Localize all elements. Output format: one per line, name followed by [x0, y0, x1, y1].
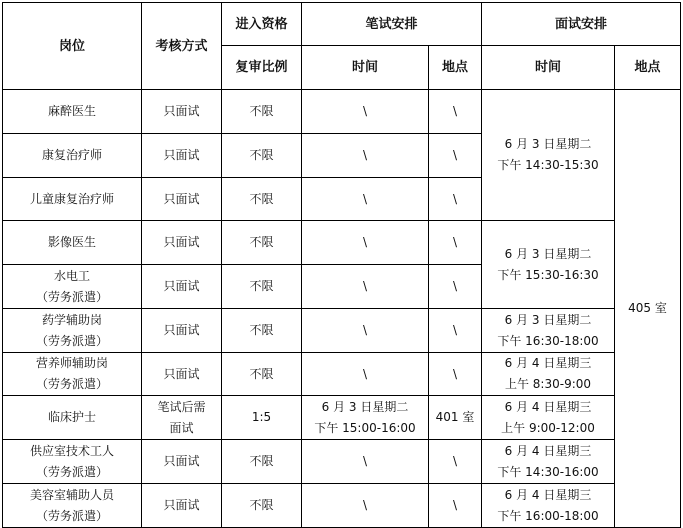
method-cell	[142, 484, 222, 528]
table-body	[3, 90, 681, 528]
position-cell-line: （劳务派遣）	[35, 377, 108, 391]
header-ratio-line1: 进入资格	[222, 3, 302, 46]
written-time-cell	[302, 265, 429, 309]
written-time-cell-line: \	[362, 148, 368, 162]
ratio-cell: 不限	[222, 484, 302, 528]
ratio-cell: 不限	[222, 265, 302, 309]
position-cell	[3, 353, 142, 396]
method-cell	[142, 90, 222, 134]
method-cell-line: 面试	[169, 420, 194, 435]
position-cell	[3, 134, 142, 178]
written-time-cell-line: \	[362, 323, 368, 337]
header-written-place: 地点	[429, 46, 482, 90]
method-cell-line: 只面试	[163, 191, 200, 206]
position-cell-line: （劳务派遣）	[35, 333, 108, 348]
header-interview-time: 时间	[482, 46, 615, 90]
written-time-cell	[302, 484, 429, 528]
position-cell-line: 麻醉医生	[47, 104, 96, 118]
written-time-cell-line: \	[362, 191, 368, 206]
interview-time-cell	[482, 440, 615, 484]
interview-time-cell	[482, 484, 615, 528]
interview-time-cell-line: 6 月 3 日星期二	[504, 137, 592, 151]
header-interview: 面试安排	[482, 3, 681, 46]
interview-time-cell-line: 上午 8:30-9:00	[504, 377, 592, 391]
position-cell-line: 供应室技术工人	[29, 443, 114, 458]
method-cell	[142, 353, 222, 396]
ratio-cell: 不限	[222, 440, 302, 484]
written-time-cell-line: \	[362, 235, 368, 249]
method-cell-line: 只面试	[163, 104, 200, 118]
position-cell-line: 影像医生	[47, 235, 96, 249]
written-time-cell-line: \	[362, 366, 368, 381]
method-cell-line: 只面试	[163, 454, 200, 468]
interview-time-cell-line: 6 月 4 日星期三	[504, 443, 592, 458]
interview-time-cell-line: 6 月 4 日星期三	[504, 356, 592, 370]
method-cell-line: 只面试	[163, 498, 200, 512]
written-place-cell: \	[429, 90, 482, 134]
position-cell-line: 儿童康复治疗师	[29, 191, 114, 206]
ratio-cell: 不限	[222, 353, 302, 396]
interview-time-cell	[482, 396, 615, 440]
table-row	[3, 221, 681, 265]
table-row	[3, 90, 681, 134]
position-cell	[3, 178, 142, 221]
written-time-cell-line: 下午 15:00-16:00	[314, 420, 416, 435]
position-cell-line: （劳务派遣）	[35, 464, 108, 479]
written-place-cell: \	[429, 178, 482, 221]
position-cell-line: （劳务派遣）	[35, 289, 108, 304]
position-cell-line: 临床护士	[47, 410, 96, 424]
interview-time-cell-line: 6 月 4 日星期三	[504, 399, 592, 414]
written-time-cell	[302, 221, 429, 265]
method-cell	[142, 396, 222, 440]
interview-time-cell	[482, 221, 615, 309]
position-cell	[3, 484, 142, 528]
position-cell-line: 水电工	[53, 268, 90, 283]
method-cell-line: 只面试	[163, 148, 200, 162]
header-ratio-line2: 复审比例	[222, 46, 302, 90]
header-written-time: 时间	[302, 46, 429, 90]
written-place-cell: \	[429, 309, 482, 353]
method-cell-line: 只面试	[163, 235, 200, 249]
written-time-cell	[302, 90, 429, 134]
written-place-cell: \	[429, 265, 482, 309]
method-cell-line: 只面试	[163, 323, 200, 337]
table-row	[3, 396, 681, 440]
header-written-exam: 笔试安排	[302, 3, 482, 46]
method-cell	[142, 221, 222, 265]
position-cell-line: 药学辅助岗	[41, 312, 102, 327]
position-cell	[3, 265, 142, 309]
written-time-cell	[302, 353, 429, 396]
written-place-cell: 401 室	[429, 396, 482, 440]
position-cell-line: （劳务派遣）	[35, 508, 108, 523]
written-place-cell: \	[429, 484, 482, 528]
written-time-cell-line: \	[362, 498, 368, 512]
table-row	[3, 484, 681, 528]
interview-time-cell-line: 下午 15:30-16:30	[497, 267, 599, 282]
method-cell	[142, 440, 222, 484]
interview-time-cell-line: 下午 14:30-16:00	[497, 464, 599, 479]
written-time-cell-line: \	[362, 279, 368, 293]
written-place-cell: \	[429, 353, 482, 396]
table-row	[3, 440, 681, 484]
header-assessment-method: 考核方式	[142, 3, 222, 90]
interview-time-cell-line: 6 月 3 日星期二	[504, 246, 592, 261]
method-cell	[142, 178, 222, 221]
interview-time-cell	[482, 353, 615, 396]
written-place-cell: \	[429, 134, 482, 178]
interview-place-cell: 405 室	[615, 90, 681, 528]
position-cell-line: 美容室辅助人员	[29, 487, 114, 502]
position-cell	[3, 221, 142, 265]
ratio-cell: 不限	[222, 309, 302, 353]
position-cell	[3, 309, 142, 353]
ratio-cell: 1:5	[222, 396, 302, 440]
written-time-cell-line: \	[362, 454, 368, 468]
interview-time-cell	[482, 309, 615, 353]
interview-time-cell	[482, 90, 615, 221]
position-cell	[3, 90, 142, 134]
table-row	[3, 353, 681, 396]
method-cell-line: 只面试	[163, 279, 200, 293]
written-place-cell: \	[429, 221, 482, 265]
method-cell	[142, 134, 222, 178]
written-time-cell	[302, 134, 429, 178]
interview-time-cell-line: 6 月 4 日星期三	[504, 487, 592, 502]
method-cell	[142, 265, 222, 309]
ratio-cell: 不限	[222, 178, 302, 221]
ratio-cell: 不限	[222, 90, 302, 134]
written-time-cell	[302, 309, 429, 353]
method-cell	[142, 309, 222, 353]
position-cell	[3, 440, 142, 484]
interview-time-cell-line: 6 月 3 日星期二	[504, 312, 592, 327]
interview-time-cell-line: 上午 9:00-12:00	[501, 420, 595, 435]
table-row	[3, 309, 681, 353]
position-cell-line: 康复治疗师	[41, 148, 102, 162]
header-position: 岗位	[3, 3, 142, 90]
position-cell	[3, 396, 142, 440]
ratio-cell: 不限	[222, 134, 302, 178]
header-interview-place: 地点	[615, 46, 681, 90]
written-time-cell	[302, 440, 429, 484]
written-place-cell: \	[429, 440, 482, 484]
method-cell-line: 笔试后需	[157, 399, 206, 414]
method-cell-line: 只面试	[163, 366, 200, 381]
schedule-table	[2, 2, 681, 528]
written-time-cell-line: 6 月 3 日星期二	[321, 399, 409, 414]
ratio-cell: 不限	[222, 221, 302, 265]
written-time-cell	[302, 396, 429, 440]
position-cell-line: 营养师辅助岗	[35, 356, 108, 370]
written-time-cell	[302, 178, 429, 221]
interview-time-cell-line: 下午 16:00-18:00	[497, 508, 599, 523]
interview-time-cell-line: 下午 16:30-18:00	[497, 333, 599, 348]
written-time-cell-line: \	[362, 104, 368, 118]
interview-time-cell-line: 下午 14:30-15:30	[497, 158, 599, 172]
